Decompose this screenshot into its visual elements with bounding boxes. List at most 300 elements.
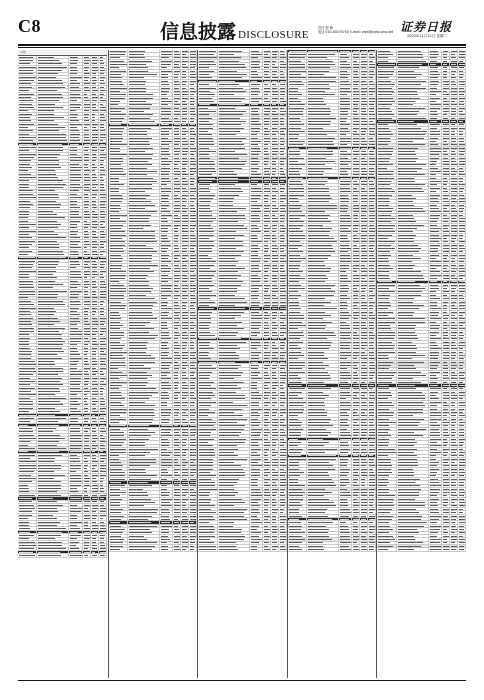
table-cell [18, 481, 37, 483]
table-cell [160, 461, 173, 463]
table-cell [109, 284, 128, 286]
table-cell [160, 247, 173, 249]
table-cell [397, 190, 429, 192]
table-cell [198, 234, 217, 236]
table-cell [91, 136, 99, 138]
table-cell [288, 495, 307, 497]
table-cell [450, 73, 458, 75]
table-cell [368, 60, 376, 62]
table-cell [91, 223, 99, 225]
table-cell [218, 338, 250, 340]
table-cell [128, 90, 160, 92]
table-cell [263, 314, 271, 316]
table-cell [429, 398, 442, 400]
table-cell [160, 277, 173, 279]
table-cell [69, 163, 82, 165]
table-cell [160, 214, 173, 216]
table-cell [429, 170, 442, 172]
table-cell [99, 454, 107, 456]
table-cell [99, 173, 107, 175]
table-cell [218, 180, 250, 182]
table-cell [99, 240, 107, 242]
table-cell [189, 281, 197, 283]
table-cell [352, 117, 360, 119]
table-cell [360, 231, 368, 233]
table-cell [250, 368, 263, 370]
table-cell [160, 388, 173, 390]
table-cell [288, 351, 307, 353]
table-cell [339, 200, 352, 202]
table-cell [339, 277, 352, 279]
table-row [288, 548, 377, 551]
table-cell [352, 311, 360, 313]
table-cell [189, 291, 197, 293]
table-cell [83, 313, 91, 315]
table-cell [271, 274, 279, 276]
table-cell [83, 387, 91, 389]
table-cell [339, 411, 352, 413]
table-cell [181, 371, 189, 373]
table-cell [99, 481, 107, 483]
table-cell [288, 475, 307, 477]
table-cell [91, 63, 99, 65]
table-cell [429, 371, 442, 373]
table-cell [360, 304, 368, 306]
table-cell [189, 431, 197, 433]
table-cell [160, 97, 173, 99]
table-cell [307, 237, 339, 239]
table-cell [18, 243, 37, 245]
table-cell [339, 50, 352, 52]
table-cell [250, 542, 263, 544]
table-cell [307, 458, 339, 460]
table-cell [37, 287, 69, 289]
table-cell [18, 83, 37, 85]
table-cell [360, 338, 368, 340]
table-cell [307, 331, 339, 333]
table-cell [339, 110, 352, 112]
table-cell [218, 501, 250, 503]
table-cell [263, 348, 271, 350]
table-cell [83, 143, 91, 145]
table-cell [91, 310, 99, 312]
table-cell [99, 193, 107, 195]
table-cell [91, 424, 99, 426]
table-cell [18, 273, 37, 275]
table-cell [218, 378, 250, 380]
table-cell [83, 324, 91, 326]
table-cell [99, 377, 107, 379]
table-cell [263, 471, 271, 473]
table-cell [181, 264, 189, 266]
table-cell [189, 368, 197, 370]
table-cell [91, 263, 99, 265]
table-cell [18, 130, 37, 132]
table-cell [458, 358, 466, 360]
table-cell [18, 357, 37, 359]
table-cell [173, 354, 181, 356]
table-cell [279, 525, 287, 527]
table-cell [198, 107, 217, 109]
table-cell [37, 501, 69, 503]
table-cell [109, 174, 128, 176]
table-cell [37, 394, 69, 396]
table-cell [263, 251, 271, 253]
table-cell [69, 451, 82, 453]
table-cell [360, 542, 368, 544]
table-cell [352, 104, 360, 106]
table-cell [218, 508, 250, 510]
table-cell [218, 70, 250, 72]
table-cell [160, 100, 173, 102]
table-cell [450, 110, 458, 112]
table-cell [250, 80, 263, 82]
table-cell [160, 271, 173, 273]
table-cell [288, 63, 307, 65]
table-cell [288, 421, 307, 423]
table-cell [352, 221, 360, 223]
table-cell [288, 167, 307, 169]
table-cell [397, 137, 429, 139]
table-cell [360, 150, 368, 152]
table-cell [450, 53, 458, 55]
table-cell [360, 374, 368, 376]
table-cell [189, 50, 197, 52]
table-cell [397, 211, 429, 213]
table-cell [83, 186, 91, 188]
table-cell [128, 124, 160, 126]
table-cell [307, 485, 339, 487]
table-cell [128, 197, 160, 199]
table-cell [83, 494, 91, 496]
table-cell [263, 271, 271, 273]
table-cell [288, 174, 307, 176]
table-cell [279, 224, 287, 226]
table-cell [69, 541, 82, 543]
table-cell [368, 368, 376, 370]
table-cell [360, 221, 368, 223]
table-cell [173, 204, 181, 206]
table-cell [160, 338, 173, 340]
table-cell [250, 53, 263, 55]
table-cell [18, 534, 37, 536]
table-cell [189, 200, 197, 202]
table-cell [263, 134, 271, 136]
table-cell [198, 331, 217, 333]
table-cell [218, 237, 250, 239]
table-cell [263, 441, 271, 443]
table-cell [189, 170, 197, 172]
table-cell [160, 361, 173, 363]
table-cell [109, 498, 128, 500]
table-cell [128, 431, 160, 433]
table-cell [69, 357, 82, 359]
table-cell [83, 66, 91, 68]
table-cell [263, 418, 271, 420]
table-cell [91, 56, 99, 58]
table-cell [128, 542, 160, 544]
table-cell [368, 241, 376, 243]
table-cell [263, 301, 271, 303]
table-cell [109, 488, 128, 490]
table-cell [368, 314, 376, 316]
table-cell [91, 437, 99, 439]
table-cell [109, 207, 128, 209]
table-cell [279, 515, 287, 517]
table-cell [189, 297, 197, 299]
table-cell [352, 244, 360, 246]
table-cell [279, 137, 287, 139]
table-cell [69, 96, 82, 98]
table-cell [83, 113, 91, 115]
table-cell [173, 140, 181, 142]
table-cell [109, 468, 128, 470]
table-cell [91, 474, 99, 476]
table-cell [128, 274, 160, 276]
table-cell [377, 67, 396, 69]
table-cell [181, 107, 189, 109]
page-number: C8 [18, 16, 41, 36]
table-cell [352, 194, 360, 196]
table-cell [18, 136, 37, 138]
table-cell [189, 435, 197, 437]
table-cell [397, 147, 429, 149]
table-cell [377, 167, 396, 169]
table-cell [109, 425, 128, 427]
table-cell [99, 79, 107, 81]
table-cell [288, 505, 307, 507]
table-cell [279, 170, 287, 172]
table-cell [271, 481, 279, 483]
table-cell [429, 73, 442, 75]
table-cell [250, 545, 263, 547]
table-cell [128, 501, 160, 503]
table-cell [429, 180, 442, 182]
table-cell [189, 341, 197, 343]
table-cell [173, 475, 181, 477]
table-cell [450, 404, 458, 406]
table-cell [458, 378, 466, 380]
table-cell [307, 63, 339, 65]
table-cell [450, 134, 458, 136]
table-cell [198, 294, 217, 296]
table-cell [271, 361, 279, 363]
table-cell [458, 241, 466, 243]
table-cell [288, 124, 307, 126]
table-cell [218, 167, 250, 169]
table-cell [271, 548, 279, 550]
table-cell [352, 140, 360, 142]
table-cell [181, 110, 189, 112]
table-cell [69, 497, 82, 499]
table-cell [128, 254, 160, 256]
table-cell [160, 184, 173, 186]
table-cell [288, 384, 307, 386]
table-cell [429, 110, 442, 112]
table-cell [160, 475, 173, 477]
table-cell [18, 484, 37, 486]
table-cell [279, 187, 287, 189]
table-cell [450, 117, 458, 119]
table-cell [263, 147, 271, 149]
table-cell [18, 193, 37, 195]
table-cell [271, 234, 279, 236]
table-cell [91, 471, 99, 473]
table-cell [360, 525, 368, 527]
table-cell [352, 87, 360, 89]
table-cell [458, 277, 466, 279]
table-cell [181, 167, 189, 169]
table-cell [37, 514, 69, 516]
table-cell [69, 414, 82, 416]
table-cell [181, 237, 189, 239]
table-cell [99, 210, 107, 212]
table-cell [450, 231, 458, 233]
table-cell [69, 76, 82, 78]
table-cell [160, 314, 173, 316]
table-cell [429, 311, 442, 313]
table-cell [397, 391, 429, 393]
table-cell [83, 307, 91, 309]
table-cell [271, 311, 279, 313]
table-cell [339, 455, 352, 457]
table-cell [250, 63, 263, 65]
table-cell [91, 484, 99, 486]
table-cell [360, 501, 368, 503]
table-cell [69, 527, 82, 529]
table-cell [69, 491, 82, 493]
table-cell [271, 465, 279, 467]
table-cell [339, 505, 352, 507]
table-cell [218, 271, 250, 273]
table-cell [128, 418, 160, 420]
table-cell [360, 87, 368, 89]
table-cell [279, 244, 287, 246]
table-cell [339, 545, 352, 547]
table-cell [450, 361, 458, 363]
table-cell [128, 70, 160, 72]
table-cell [271, 167, 279, 169]
table-cell [263, 511, 271, 513]
table-cell [250, 73, 263, 75]
table-cell [218, 388, 250, 390]
table-cell [279, 274, 287, 276]
table-cell [189, 271, 197, 273]
table-cell [218, 127, 250, 129]
table-cell [442, 184, 450, 186]
table-cell [218, 294, 250, 296]
table-cell [397, 144, 429, 146]
table-cell [429, 130, 442, 132]
table-column-3 [197, 50, 287, 678]
table-cell [109, 505, 128, 507]
table-cell [109, 421, 128, 423]
table-cell [189, 267, 197, 269]
table-cell [397, 231, 429, 233]
table-cell [109, 511, 128, 513]
table-cell [339, 177, 352, 179]
table-cell [181, 388, 189, 390]
table-cell [458, 144, 466, 146]
table-cell [91, 491, 99, 493]
table-cell [339, 234, 352, 236]
table-cell [69, 69, 82, 71]
table-cell [377, 144, 396, 146]
table-cell [339, 267, 352, 269]
table-cell [352, 100, 360, 102]
table-cell [279, 104, 287, 106]
table-cell [37, 347, 69, 349]
table-cell [339, 518, 352, 520]
table-cell [83, 364, 91, 366]
table-cell [218, 117, 250, 119]
table-cell [271, 528, 279, 530]
table-cell [189, 137, 197, 139]
table-cell [360, 247, 368, 249]
table-cell [99, 163, 107, 165]
table-cell [37, 176, 69, 178]
table-cell [128, 318, 160, 320]
table-cell [99, 297, 107, 299]
table-cell [352, 374, 360, 376]
table-cell [397, 67, 429, 69]
table-cell [18, 370, 37, 372]
table-cell [173, 277, 181, 279]
table-cell [397, 264, 429, 266]
table-cell [128, 351, 160, 353]
table-cell [128, 388, 160, 390]
table-cell [18, 217, 37, 219]
table-cell [429, 328, 442, 330]
table-cell [458, 334, 466, 336]
table-cell [288, 110, 307, 112]
table-cell [352, 70, 360, 72]
table-cell [99, 69, 107, 71]
table-cell [429, 324, 442, 326]
table-cell [458, 214, 466, 216]
table-cell [279, 425, 287, 427]
table-cell [91, 86, 99, 88]
table-cell [109, 361, 128, 363]
table-cell [368, 97, 376, 99]
table-cell [173, 381, 181, 383]
table-cell [368, 358, 376, 360]
table-cell [450, 264, 458, 266]
table-cell [458, 194, 466, 196]
table-cell [352, 435, 360, 437]
table-cell [99, 300, 107, 302]
table-cell [181, 100, 189, 102]
table-cell [128, 130, 160, 132]
table-cell [352, 364, 360, 366]
table-cell [307, 491, 339, 493]
table-cell [279, 217, 287, 219]
table-cell [263, 435, 271, 437]
table-cell [160, 261, 173, 263]
table-cell [18, 344, 37, 346]
table-cell [458, 184, 466, 186]
table-cell [160, 431, 173, 433]
table-cell [429, 394, 442, 396]
table-cell [271, 371, 279, 373]
table-cell [368, 478, 376, 480]
table-cell [307, 364, 339, 366]
table-cell [218, 281, 250, 283]
table-cell [181, 301, 189, 303]
table-cell [83, 86, 91, 88]
table-cell [109, 287, 128, 289]
table-cell [181, 401, 189, 403]
